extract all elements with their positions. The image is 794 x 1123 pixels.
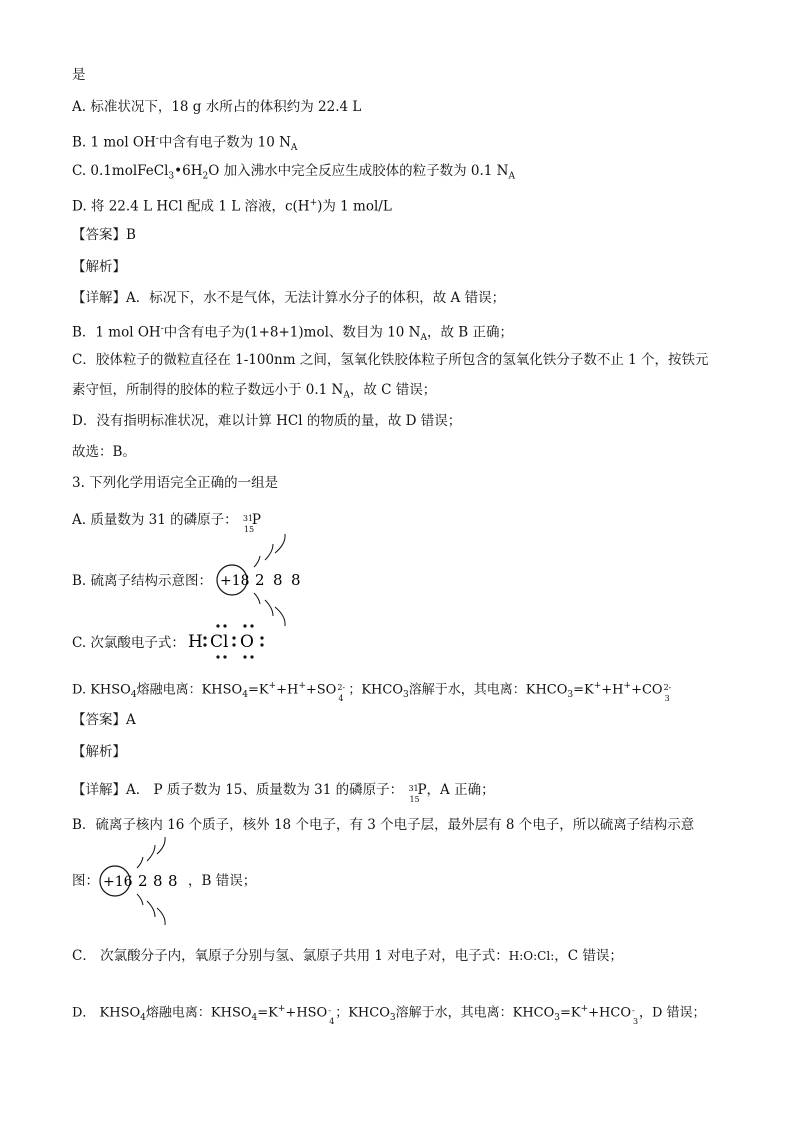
q2-answer: 【答案】B — [72, 227, 136, 243]
q2-option-a: A. 标准状况下，18 g 水所占的体积约为 22.4 L — [72, 99, 362, 115]
q2-analysis-heading: 【解析】 — [72, 259, 126, 275]
svg-text:8: 8 — [153, 872, 163, 890]
q2-detail-d: D．没有指明标准状况，难以计算 HCl 的物质的量，故 D 错误； — [72, 413, 462, 429]
q3-analysis-heading: 【解析】 — [72, 744, 126, 760]
q2-option-c: C. $0.1molFeCl_3•6H_2O$ 加入沸水中完全反应生成胶体的粒子数为 0.1 $N_A$ — [72, 163, 515, 182]
q3-option-c: C. 次氯酸电子式： — [72, 635, 185, 651]
phosphorus-isotope-symbol: 31 15 — [242, 513, 255, 534]
q2-detail-c-line2: 素守恒，所制得的胶体的粒子数远小于 0.1 $N_A$，故 C 错误； — [72, 382, 437, 401]
svg-text:H: H — [188, 632, 203, 652]
q2-option-d: D. 将 22.4 L HCl 配成 1 L 溶液，c(H+)为 1 mol/L — [72, 198, 392, 215]
hclo-compact-formula: H:O:Cl: — [508, 949, 555, 963]
q2-choose: 故选：B。 — [72, 444, 136, 460]
sulfide-ion-diagram-option-b — [215, 540, 325, 620]
q3-detail-a: 【详解】A． P 质子数为 15、质量数为 31 的磷原子： 31 15 P，A 正确； — [72, 782, 495, 804]
q3-detail-b-line1: B．硫离子核内 16 个质子，核外 18 个电子，有 3 个电子层，最外层有 8 个电子，所以硫离子结构示意 — [72, 817, 695, 833]
q3-stem: 3. 下列化学用语完全正确的一组是 — [72, 475, 279, 491]
svg-text:8: 8 — [291, 571, 301, 589]
q3-detail-b-conclusion: ，B 错误； — [188, 873, 257, 889]
svg-text:8: 8 — [168, 872, 178, 890]
svg-text:Cl: Cl — [210, 632, 229, 652]
q3-detail-c: C． 次氯酸分子内，氧原子分别与氢、氯原子共用 1 对电子对，电子式：H:O:Cl:，C 错误； — [72, 948, 623, 964]
hclo-electron-dot-formula — [188, 620, 278, 664]
q2-stem-tail: 是 — [72, 67, 86, 83]
svg-text:+18: +18 — [220, 573, 250, 589]
svg-text:2: 2 — [138, 872, 148, 890]
q2-option-b: B. 1 mol OH-中含有电子数为 10 $N_A$ — [72, 134, 298, 154]
q3-option-a: A. 质量数为 31 的磷原子： 31 15 P — [72, 512, 261, 534]
q3-detail-d: D． $KHSO_4$熔融电离：$KHSO_4=K^++HSO$ - 4 ；$KHCO_3$溶解于水，其电离：$KHCO_3=K^++HCO$ - 3 ，D 错误； — [72, 1004, 706, 1026]
svg-text:+16: +16 — [103, 874, 133, 890]
q3-answer: 【答案】A — [72, 712, 136, 728]
svg-text:2: 2 — [255, 571, 265, 589]
q3-option-d: D. $KHSO_4$熔融电离：$KHSO_4=K^++H^++SO$ 2- 4 ；$KHCO_3$溶解于水，其电离：$KHCO_3=K^++H^++CO$ 2- 3 — [72, 681, 672, 703]
q2-detail-a: 【详解】A．标况下，水不是气体，无法计算水分子的体积，故 A 错误； — [72, 290, 506, 306]
svg-text:O: O — [240, 632, 254, 652]
q2-detail-b: B．1 mol OH-中含有电子为(1+8+1)mol、数目为 10 $N_A$，故 B 正确； — [72, 324, 513, 344]
q3-detail-b-line2: 图： — [72, 873, 99, 889]
sulfide-ion-diagram-detail — [98, 842, 178, 922]
q2-detail-c-line1: C．胶体粒子的微粒直径在 1-100nm 之间，氢氧化铁胶体粒子所包含的氢氧化铁分子数不止 1 个，按铁元 — [72, 352, 709, 368]
q3-option-b: B. 硫离子结构示意图： — [72, 573, 213, 589]
svg-text:8: 8 — [273, 571, 283, 589]
